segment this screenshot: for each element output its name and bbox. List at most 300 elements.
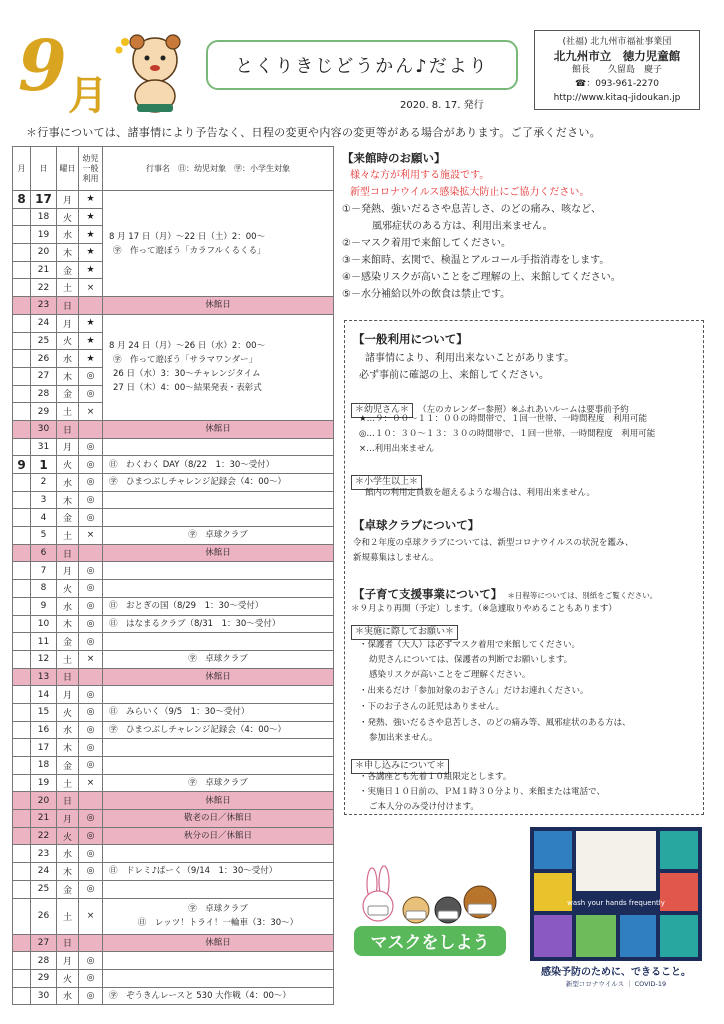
- cell-month: [13, 880, 31, 898]
- cell-day: 22: [31, 827, 57, 845]
- cell-event: ㊐ おとぎの国（8/29 1：30～受付）: [103, 597, 334, 615]
- cell-usage: ×: [79, 527, 103, 545]
- cell-month: [13, 509, 31, 527]
- org-director: 館長 久留島 慶子: [571, 65, 662, 75]
- cell-day: 29: [31, 403, 57, 421]
- header-usage: 幼児一般利用: [79, 147, 103, 191]
- apply-line-2b: ご本人分のみ受け付けます。: [369, 802, 479, 812]
- table-row: [13, 650, 334, 668]
- mascot-illustration: [115, 30, 195, 116]
- table-row: [13, 934, 334, 952]
- table-row: [13, 580, 334, 598]
- cell-day: 19: [31, 226, 57, 244]
- cell-usage: ◎: [79, 739, 103, 757]
- table-row: [13, 615, 334, 633]
- event-line: 26 日（水）3：30～チャレンジタイム: [113, 369, 261, 380]
- infant-label: ＊幼児さん＊: [351, 403, 413, 418]
- header-month: 月: [13, 147, 31, 191]
- event-line: 8 月 24 日（月）～26 日（水）2：00～: [109, 341, 266, 352]
- cell-month: [13, 650, 31, 668]
- cell-usage: ◎: [79, 615, 103, 633]
- cell-weekday: 月: [57, 438, 79, 456]
- cell-month: [13, 226, 31, 244]
- cell-month: [13, 810, 31, 828]
- event-aug24-block: [103, 314, 334, 420]
- cell-usage: ◎: [79, 721, 103, 739]
- cell-day: 17: [31, 191, 57, 209]
- header-weekday: 曜日: [57, 147, 79, 191]
- cell-usage: ◎: [79, 845, 103, 863]
- cell-month: [13, 491, 31, 509]
- table-row: [13, 491, 334, 509]
- cell-usage: ◎: [79, 810, 103, 828]
- cell-weekday: 日: [57, 668, 79, 686]
- cell-month: [13, 527, 31, 545]
- org-info-box: [534, 30, 700, 110]
- cell-day: 19: [31, 774, 57, 792]
- cell-weekday: 月: [57, 314, 79, 332]
- table-row: [13, 703, 334, 721]
- cell-usage: ◎: [79, 367, 103, 385]
- cell-day: 5: [31, 527, 57, 545]
- cell-weekday: 木: [57, 244, 79, 262]
- cell-weekday: 水: [57, 474, 79, 492]
- cell-weekday: 月: [57, 686, 79, 704]
- cell-usage: ◎: [79, 562, 103, 580]
- cell-weekday: 水: [57, 987, 79, 1005]
- cell-month: 9: [13, 456, 31, 474]
- cell-event: [103, 491, 334, 509]
- cell-day: 9: [31, 597, 57, 615]
- cell-usage: [79, 420, 103, 438]
- cell-month: [13, 952, 31, 970]
- table-row: [13, 420, 334, 438]
- cell-month: [13, 544, 31, 562]
- circle-usage: ◎…１０：３０～１３：３０の時間帯で、１回一世帯、一時間程度 利用可能: [359, 429, 656, 439]
- pingpong-heading: 【卓球クラブについて】: [353, 518, 480, 532]
- apply-label: ＊申し込みについて＊: [351, 759, 449, 774]
- pingpong-line-2: 新規募集はしません。: [353, 553, 439, 563]
- cell-weekday: 水: [57, 226, 79, 244]
- cell-month: [13, 739, 31, 757]
- cell-weekday: 木: [57, 615, 79, 633]
- cell-event: ㊐ みらいく（9/5 1：30～受付）: [103, 703, 334, 721]
- cell-event: [103, 580, 334, 598]
- cell-day: 13: [31, 668, 57, 686]
- childcare-heading: 【子育て支援事業について】: [353, 587, 503, 601]
- header-day: 日: [31, 147, 57, 191]
- cell-usage: [79, 668, 103, 686]
- table-row: [13, 474, 334, 492]
- poster-image: [530, 827, 702, 961]
- request-heading: 【来館時のお願い】: [342, 151, 446, 165]
- cell-usage: ◎: [79, 385, 103, 403]
- table-row: [13, 562, 334, 580]
- schedule-notice: ＊行事については、諸事情により予告なく、日程の変更や内容の変更等がある場合があります。ご了承ください。: [26, 126, 601, 139]
- table-row: [13, 686, 334, 704]
- elem-label: ＊小学生以上＊: [351, 475, 422, 490]
- cell-month: [13, 261, 31, 279]
- cell-usage: ◎: [79, 633, 103, 651]
- cell-day: 28: [31, 385, 57, 403]
- org-parent: (社福) 北九州市福祉事業団: [562, 37, 672, 47]
- cell-month: [13, 597, 31, 615]
- cell-weekday: 金: [57, 509, 79, 527]
- org-url: http://www.kitaq-jidoukan.jp: [553, 93, 681, 103]
- apply-line-1: ・各講座とも先着１０組限定とします。: [359, 772, 512, 782]
- table-row: [13, 544, 334, 562]
- cell-event: [103, 739, 334, 757]
- cell-day: 20: [31, 244, 57, 262]
- closed-day-label: 休館日: [103, 668, 334, 686]
- cell-day: 27: [31, 934, 57, 952]
- cell-weekday: 火: [57, 332, 79, 350]
- cell-day: 10: [31, 615, 57, 633]
- cell-day: 23: [31, 297, 57, 315]
- impl-row: [351, 619, 458, 640]
- mask-illustration: [350, 862, 510, 958]
- cell-weekday: 土: [57, 650, 79, 668]
- cell-month: [13, 668, 31, 686]
- cell-event: ㊐ はなまるクラブ（8/31 1：30～受付）: [103, 615, 334, 633]
- closed-day-label: 休館日: [103, 297, 334, 315]
- cell-weekday: 土: [57, 403, 79, 421]
- cell-weekday: 日: [57, 297, 79, 315]
- cell-month: [13, 474, 31, 492]
- event-line: ㊫ 卓球クラブ: [188, 904, 248, 914]
- request-red-line-2: 新型コロナウイルス感染拡大防止にご協力ください。: [350, 187, 590, 198]
- cell-usage: ◎: [79, 969, 103, 987]
- request-item-3: ③－来館時、玄関で、検温とアルコール手指消毒をします。: [342, 255, 610, 266]
- cell-weekday: 日: [57, 792, 79, 810]
- cell-event: [103, 438, 334, 456]
- cell-day: 20: [31, 792, 57, 810]
- table-row: [13, 509, 334, 527]
- cell-weekday: 火: [57, 456, 79, 474]
- cell-event: ㊫ ひまつぶしチャレンジ記録会（4：00～）: [103, 721, 334, 739]
- impl-label: ＊実施に際してお願い＊: [351, 625, 458, 640]
- cell-weekday: 土: [57, 774, 79, 792]
- month-number: 9: [18, 24, 67, 107]
- cell-weekday: 火: [57, 208, 79, 226]
- poster-caption: 感染予防のために、できること。: [541, 967, 691, 978]
- cell-usage: ×: [79, 279, 103, 297]
- cell-event: ㊫ ひまつぶしチャレンジ記録会（4：00～）: [103, 474, 334, 492]
- cell-event: ㊫ 卓球クラブ: [103, 650, 334, 668]
- cell-month: [13, 898, 31, 934]
- closed-day-label: 休館日: [103, 420, 334, 438]
- cell-weekday: 水: [57, 597, 79, 615]
- cell-usage: ◎: [79, 580, 103, 598]
- cell-day: 29: [31, 969, 57, 987]
- cell-weekday: 金: [57, 757, 79, 775]
- cell-month: [13, 438, 31, 456]
- star-usage: ★…９：００～１１：００の時間帯で、１回一世帯、一時間程度 利用可能: [359, 414, 647, 424]
- cell-usage: ×: [79, 650, 103, 668]
- cell-day: 31: [31, 438, 57, 456]
- event-line: 8 月 17 日（月）～22 日（土）2：00～: [109, 231, 266, 242]
- org-phone: ☎：093-961-2270: [575, 79, 659, 89]
- cell-day: 26: [31, 350, 57, 368]
- poster-wash-text: wash your hands frequently: [567, 899, 665, 907]
- request-red-line-1: 様々な方が利用する施設です。: [350, 170, 490, 181]
- cell-usage: [79, 297, 103, 315]
- month-kanji: 月: [68, 72, 108, 119]
- cell-weekday: 土: [57, 279, 79, 297]
- table-row: [13, 987, 334, 1005]
- table-row: [13, 721, 334, 739]
- cell-event: ㊫ ぞうきんレースと 530 大作戦（4：00～）: [103, 987, 334, 1005]
- cell-month: [13, 987, 31, 1005]
- closed-day-label: 秋分の日／休館日: [103, 827, 334, 845]
- cell-weekday: 金: [57, 880, 79, 898]
- request-item-5: ⑤－水分補給以外の飲食は禁止です。: [342, 289, 511, 300]
- cell-event: [103, 880, 334, 898]
- cell-weekday: 水: [57, 350, 79, 368]
- cell-month: 8: [13, 191, 31, 209]
- cell-usage: ×: [79, 898, 103, 934]
- cell-usage: ◎: [79, 757, 103, 775]
- cell-day: 18: [31, 757, 57, 775]
- cell-event: [103, 509, 334, 527]
- cell-month: [13, 244, 31, 262]
- impl-bullet-1c: 感染リスクが高いことをご理解ください。: [369, 670, 531, 680]
- table-row: [13, 969, 334, 987]
- cell-day: 16: [31, 721, 57, 739]
- cell-month: [13, 721, 31, 739]
- cell-event: ㊐ わくわく DAY（8/22 1：30～受付）: [103, 456, 334, 474]
- elem-line: 館内の利用定員数を超えるような場合は、利用出来ません。: [365, 488, 596, 498]
- cell-weekday: 金: [57, 261, 79, 279]
- cell-weekday: 火: [57, 827, 79, 845]
- cell-usage: ★: [79, 350, 103, 368]
- cell-usage: ◎: [79, 438, 103, 456]
- table-row: [13, 827, 334, 845]
- cell-usage: ★: [79, 332, 103, 350]
- cell-usage: ×: [79, 774, 103, 792]
- cell-day: 27: [31, 367, 57, 385]
- general-heading: 【一般利用について】: [353, 332, 468, 346]
- table-row: [13, 880, 334, 898]
- cell-month: [13, 332, 31, 350]
- general-line-1: 諸事情により、利用出来ないことがあります。: [365, 353, 575, 364]
- cell-usage: ◎: [79, 827, 103, 845]
- cell-weekday: 火: [57, 580, 79, 598]
- impl-bullet-2: ・出来るだけ「参加対象のお子さん」だけお連れください。: [359, 686, 589, 696]
- org-name: 北九州市立 徳力児童館: [553, 49, 681, 63]
- table-row: [13, 952, 334, 970]
- event-line: ㊫ 作って遊ぼう「カラフルくるくる」: [113, 245, 266, 256]
- cell-month: [13, 934, 31, 952]
- cell-weekday: 日: [57, 420, 79, 438]
- cell-month: [13, 845, 31, 863]
- cell-month: [13, 580, 31, 598]
- cell-usage: ×: [79, 403, 103, 421]
- table-row: [13, 297, 334, 315]
- cell-usage: ★: [79, 314, 103, 332]
- visit-requests: [342, 150, 712, 303]
- impl-bullet-1: ・保護者（大人）は必ずマスク着用で来館してください。: [359, 640, 581, 650]
- mask-caption: マスクをしよう: [370, 933, 490, 953]
- issue-date: 2020. 8. 17. 発行: [400, 100, 484, 111]
- cell-month: [13, 562, 31, 580]
- cell-weekday: 木: [57, 491, 79, 509]
- cell-event: ㊫ 卓球クラブ: [103, 527, 334, 545]
- cell-usage: [79, 792, 103, 810]
- cell-weekday: 土: [57, 527, 79, 545]
- event-line: ㊫ 作って遊ぼう「サラマワンダー」: [113, 355, 258, 366]
- cell-day: 2: [31, 474, 57, 492]
- cell-month: [13, 420, 31, 438]
- cell-usage: ◎: [79, 880, 103, 898]
- cell-month: [13, 863, 31, 881]
- cell-month: [13, 297, 31, 315]
- newsletter-title: とくりきじどうかん♪だより: [206, 40, 518, 90]
- cell-usage: ◎: [79, 987, 103, 1005]
- cell-usage: ◎: [79, 474, 103, 492]
- cell-weekday: 日: [57, 934, 79, 952]
- cell-month: [13, 757, 31, 775]
- cell-day: 8: [31, 580, 57, 598]
- cell-usage: ◎: [79, 686, 103, 704]
- cell-day: 22: [31, 279, 57, 297]
- cell-weekday: 水: [57, 845, 79, 863]
- cell-weekday: 月: [57, 562, 79, 580]
- cell-event: ㊐ ドレミ♪ぱーく（9/14 1：30～受付）: [103, 863, 334, 881]
- closed-day-label: 休館日: [103, 544, 334, 562]
- cell-usage: ★: [79, 191, 103, 209]
- cell-event: [103, 845, 334, 863]
- general-line-2: 必ず事前に確認の上、来館してください。: [359, 370, 549, 381]
- request-item-4: ④－感染リスクが高いことをご理解の上、来館してください。: [342, 272, 621, 283]
- cell-usage: ◎: [79, 491, 103, 509]
- table-row: [13, 314, 334, 332]
- cross-usage: ×…利用出来ません: [359, 444, 435, 454]
- cell-month: [13, 827, 31, 845]
- cell-month: [13, 314, 31, 332]
- closed-day-label: 休館日: [103, 934, 334, 952]
- cell-usage: ◎: [79, 456, 103, 474]
- closed-day-label: 休館日: [103, 792, 334, 810]
- table-row: [13, 438, 334, 456]
- cell-event: [103, 562, 334, 580]
- cell-day: 30: [31, 420, 57, 438]
- table-row: [13, 597, 334, 615]
- cell-day: 21: [31, 261, 57, 279]
- month-badge: [18, 24, 128, 119]
- cell-month: [13, 350, 31, 368]
- cell-usage: ★: [79, 244, 103, 262]
- cell-weekday: 金: [57, 633, 79, 651]
- cell-usage: ◎: [79, 703, 103, 721]
- cell-day: 18: [31, 208, 57, 226]
- cell-event: [103, 952, 334, 970]
- cell-day: 23: [31, 845, 57, 863]
- cell-day: 4: [31, 509, 57, 527]
- cell-month: [13, 403, 31, 421]
- table-row: [13, 774, 334, 792]
- cell-usage: ◎: [79, 597, 103, 615]
- cell-day: 24: [31, 314, 57, 332]
- impl-bullet-4b: 参加出来ません。: [369, 733, 438, 743]
- cell-day: 25: [31, 880, 57, 898]
- cell-day: 7: [31, 562, 57, 580]
- cell-month: [13, 969, 31, 987]
- closed-day-label: 敬老の日／休館日: [103, 810, 334, 828]
- cell-day: 24: [31, 863, 57, 881]
- cell-day: 1: [31, 456, 57, 474]
- cell-weekday: 水: [57, 721, 79, 739]
- cell-month: [13, 633, 31, 651]
- cell-event: ㊫ 卓球クラブ: [103, 774, 334, 792]
- cell-month: [13, 615, 31, 633]
- cell-day: 25: [31, 332, 57, 350]
- cell-day: 30: [31, 987, 57, 1005]
- covid-prevention-poster: [530, 827, 702, 993]
- cell-day: 11: [31, 633, 57, 651]
- cell-month: [13, 774, 31, 792]
- header-event: 行事名 ㊐：幼児対象 ㊫：小学生対象: [103, 147, 334, 191]
- cell-day: 17: [31, 739, 57, 757]
- cell-month: [13, 208, 31, 226]
- impl-bullet-3: ・下のお子さんの託児はありません。: [359, 702, 505, 712]
- cell-usage: ◎: [79, 863, 103, 881]
- impl-bullet-4: ・発熱、強いだるさや息苦しさ、のどの痛み等、風邪症状のある方は、: [359, 718, 631, 728]
- event-aug17-block: [103, 191, 334, 297]
- table-row: [13, 898, 334, 934]
- cell-month: [13, 385, 31, 403]
- cell-usage: ◎: [79, 509, 103, 527]
- poster-subcaption: 新型コロナウイルス ｜ COVID-19: [565, 980, 667, 988]
- cell-month: [13, 703, 31, 721]
- table-row: [13, 739, 334, 757]
- request-item-1-cont: 風邪症状のある方は、利用出来ません。: [372, 221, 553, 232]
- childcare-resume: ＊９月より再開（予定）します。（※急遽取りやめることもあります）: [351, 604, 617, 614]
- cell-weekday: 火: [57, 703, 79, 721]
- infant-note: （左のカレンダー参照）※ふれあいルームは要事前予約: [418, 405, 629, 415]
- cell-usage: ★: [79, 226, 103, 244]
- cell-month: [13, 792, 31, 810]
- cell-usage: [79, 934, 103, 952]
- table-row: [13, 810, 334, 828]
- impl-bullet-1b: 幼児さんについては、保護者の判断でお願いします。: [369, 655, 573, 665]
- table-row: [13, 527, 334, 545]
- pingpong-line-1: 令和２年度の卓球クラブについては、新型コロナウイルスの状況を鑑み、: [353, 538, 634, 548]
- table-row: [13, 845, 334, 863]
- cell-day: 14: [31, 686, 57, 704]
- cell-weekday: 金: [57, 385, 79, 403]
- request-item-2: ②－マスク着用で来館してください。: [342, 238, 511, 249]
- event-sep26-block: [103, 898, 334, 934]
- childcare-heading-row: [353, 583, 657, 602]
- event-calendar: [12, 146, 334, 1005]
- cell-day: 21: [31, 810, 57, 828]
- cell-event: [103, 757, 334, 775]
- cell-usage: ★: [79, 208, 103, 226]
- cell-weekday: 日: [57, 544, 79, 562]
- info-box: [344, 320, 704, 815]
- cell-weekday: 月: [57, 952, 79, 970]
- cell-usage: [79, 544, 103, 562]
- apply-line-2: ・実施日１０日前の、ＰＭ１時３０分より、来館または電話で、: [359, 787, 605, 797]
- cell-day: 15: [31, 703, 57, 721]
- table-row: [13, 757, 334, 775]
- cell-month: [13, 686, 31, 704]
- cell-weekday: 月: [57, 191, 79, 209]
- cell-month: [13, 367, 31, 385]
- cell-weekday: 木: [57, 739, 79, 757]
- request-item-1: ①－発熱、強いだるさや息苦しさ、のどの痛み、咳など、: [342, 204, 602, 215]
